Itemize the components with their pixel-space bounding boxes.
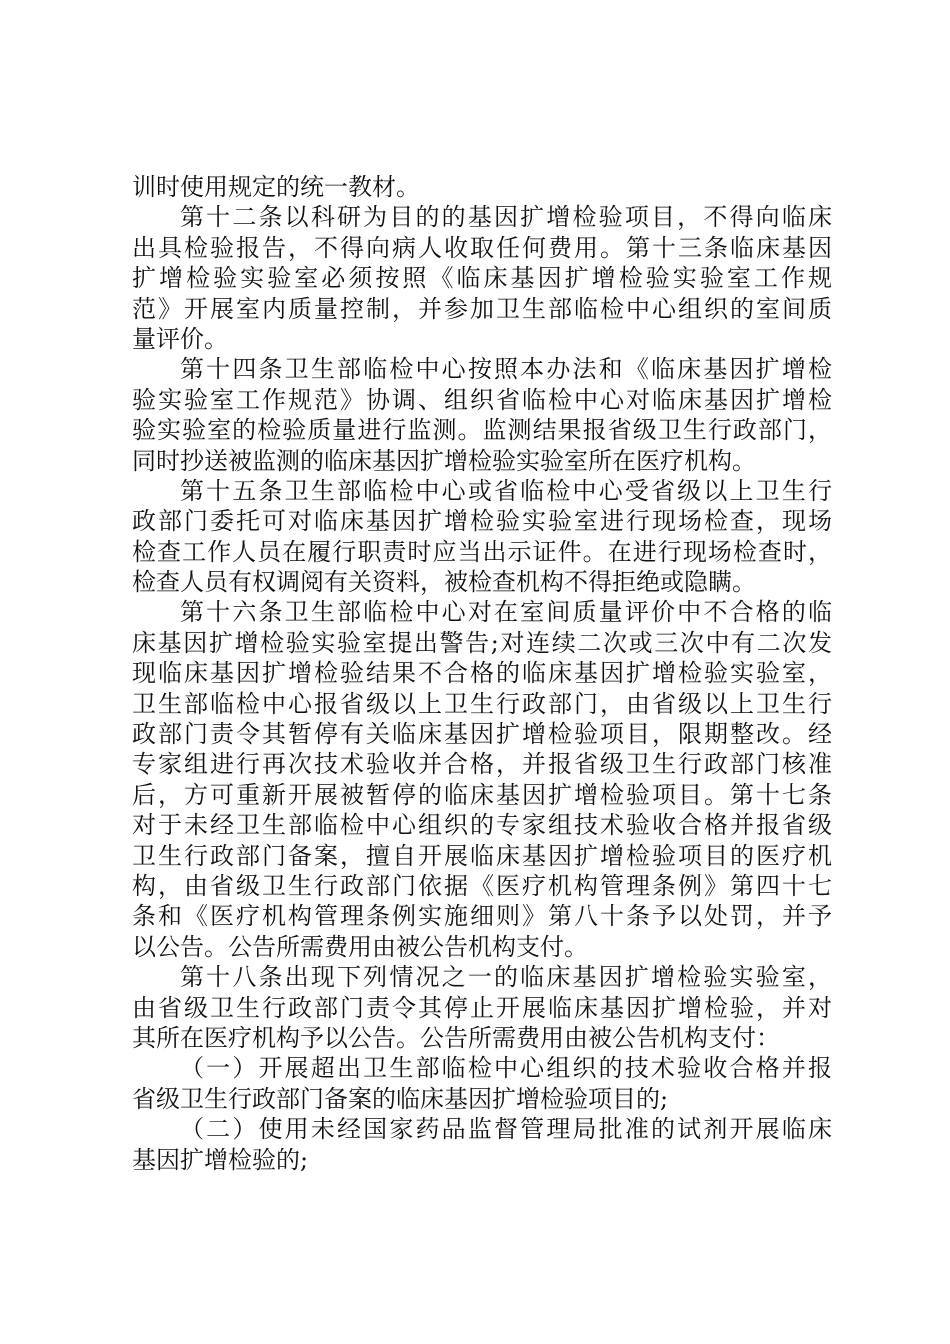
text-line: （一）开展超出卫生部临检中心组织的技术验收合格并报 [180, 1054, 832, 1083]
text-line: 验实验室工作规范》协调、组织省临检中心对临床基因扩增检 [132, 385, 832, 414]
text-line: 后，方可重新开展被暂停的临床基因扩增检验项目。第十七条 [132, 780, 832, 809]
text-line: 出具检验报告，不得向病人收取任何费用。第十三条临床基因 [132, 233, 832, 262]
text-line: 同时抄送被监测的临床基因扩增检验实验室所在医疗机构。 [132, 446, 756, 475]
text-line: 第十六条卫生部临检中心对在室间质量评价中不合格的临 [180, 598, 832, 627]
text-line: 基因扩增检验的; [132, 1145, 309, 1174]
text-line: 政部门责令其暂停有关临床基因扩增检验项目，限期整改。经 [132, 720, 832, 749]
text-line: 第十二条以科研为目的的基因扩增检验项目，不得向临床 [180, 203, 832, 232]
text-line: 条和《医疗机构管理条例实施细则》第八十条予以处罚，并予 [132, 902, 832, 931]
text-line: 第十五条卫生部临检中心或省临检中心受省级以上卫生行 [180, 476, 832, 505]
text-line: 床基因扩增检验实验室提出警告;对连续二次或三次中有二次发 [132, 628, 832, 657]
text-line: 范》开展室内质量控制，并参加卫生部临检中心组织的室间质 [132, 294, 832, 323]
text-line: 卫生部临检中心报省级以上卫生行政部门，由省级以上卫生行 [132, 689, 832, 718]
text-line: 专家组进行再次技术验收并合格，并报省级卫生行政部门核准 [132, 750, 832, 779]
text-line: 卫生行政部门备案，擅自开展临床基因扩增检验项目的医疗机 [132, 841, 832, 870]
text-line: 检查工作人员在履行职责时应当出示证件。在进行现场检查时， [132, 537, 832, 566]
text-line: 以公告。公告所需费用由被公告机构支付。 [132, 932, 588, 961]
text-line: 检查人员有权调阅有关资料，被检查机构不得拒绝或隐瞒。 [132, 568, 756, 597]
text-line: （二）使用未经国家药品监督管理局批准的试剂开展临床 [180, 1115, 832, 1144]
text-line: 其所在医疗机构予以公告。公告所需费用由被公告机构支付： [132, 1023, 780, 1052]
text-line: 对于未经卫生部临检中心组织的专家组技术验收合格并报省级 [132, 811, 832, 840]
text-line: 训时使用规定的统一教材。 [132, 173, 420, 201]
text-line: 第十八条出现下列情况之一的临床基因扩增检验实验室， [180, 963, 832, 992]
text-line: 构，由省级卫生行政部门依据《医疗机构管理条例》第四十七 [132, 871, 832, 900]
text-line: 现临床基因扩增检验结果不合格的临床基因扩增检验实验室， [132, 659, 832, 688]
text-line: 省级卫生行政部门备案的临床基因扩增检验项目的; [132, 1084, 669, 1113]
text-line: 量评价。 [132, 324, 228, 353]
text-line: 第十四条卫生部临检中心按照本办法和《临床基因扩增检 [180, 355, 832, 384]
text-line: 政部门委托可对临床基因扩增检验实验室进行现场检查，现场 [132, 507, 832, 536]
text-line: 验实验室的检验质量进行监测。监测结果报省级卫生行政部门， [132, 416, 832, 445]
text-line: 扩增检验实验室必须按照《临床基因扩增检验实验室工作规 [132, 264, 832, 293]
document-body [132, 172, 832, 1175]
text-line: 由省级卫生行政部门责令其停止开展临床基因扩增检验，并对 [132, 993, 832, 1022]
